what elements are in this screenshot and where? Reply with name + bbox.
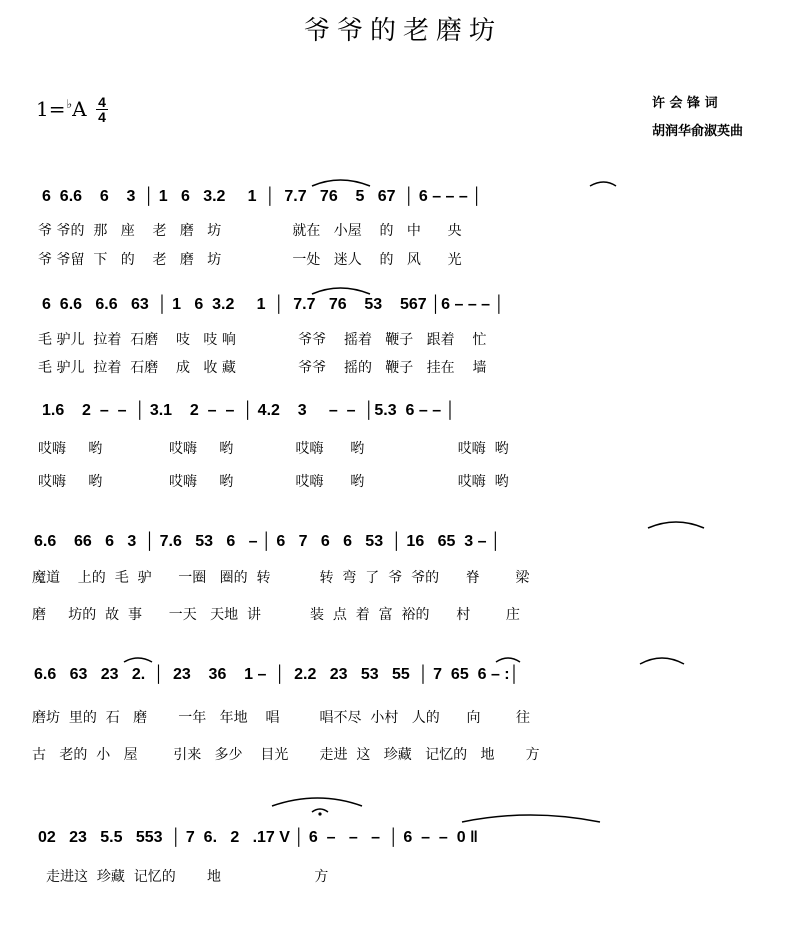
key-signature: 1=♭A bbox=[36, 97, 87, 121]
lyric-line-2b: 毛 驴儿 拉着 石磨 成 收 藏 爷爷 摇的 鞭子 挂在 墙 bbox=[38, 360, 487, 376]
lyric-line-6a: 走进这 珍藏 记忆的 地 方 bbox=[46, 869, 329, 885]
slur-7 bbox=[640, 658, 684, 664]
notation-line-3: 1.6 2 – – │ 3.1 2 – – │ 4.2 3 – – │5.3 6 – – │ bbox=[42, 402, 456, 419]
slur-4 bbox=[648, 522, 704, 528]
lyric-line-4b: 磨 坊的 故 事 一天 天地 讲 装 点 着 富 裕的 村 庄 bbox=[32, 607, 520, 623]
slur-9 bbox=[462, 815, 600, 822]
slur-5 bbox=[124, 658, 152, 662]
composer-credit: 胡润华俞淑英曲 bbox=[652, 124, 744, 139]
slur-6 bbox=[496, 658, 520, 662]
notation-line-4: 6.6 66 6 3 │ 7.6 53 6 – │ 6 7 6 6 53 │ 16 65 3 – │ bbox=[34, 533, 501, 550]
slur-3 bbox=[312, 288, 370, 294]
notation-line-2: 6 6.6 6.6 63 │ 1 6 3.2 1 │ 7.7 76 53 567 │6 – – – │ bbox=[42, 296, 505, 313]
notation-line-6: 02 23 5.5 553 │ 7 6. 2 .17 V │ 6 – – – │ 6 – – 0 ‖ bbox=[38, 829, 478, 846]
lyric-line-4a: 魔道 上的 毛 驴 一圈 圈的 转 转 弯 了 爷 爷的 脊 梁 bbox=[32, 570, 530, 586]
lyric-line-1a: 爷 爷的 那 座 老 磨 坊 就在 小屋 的 中 央 bbox=[38, 223, 462, 239]
song-title: 爷爷的老磨坊 bbox=[303, 16, 502, 46]
slur-8 bbox=[272, 798, 362, 806]
lyric-line-3b: 哎嗨 哟 哎嗨 哟 哎嗨 哟 哎嗨 哟 bbox=[38, 474, 509, 490]
lyric-line-1b: 爷 爷留 下 的 老 磨 坊 一处 迷人 的 风 光 bbox=[38, 252, 462, 268]
lyric-line-2a: 毛 驴儿 拉着 石磨 吱 吱 响 爷爷 摇着 鞭子 跟着 忙 bbox=[38, 332, 487, 348]
lyric-line-3a: 哎嗨 哟 哎嗨 哟 哎嗨 哟 哎嗨 哟 bbox=[38, 441, 509, 457]
notation-line-5: 6.6 63 23 2. │ 23 36 1 – │ 2.2 23 53 55 │ 7 65 6 – :│ bbox=[34, 666, 520, 683]
lyric-line-5b: 古 老的 小 屋 引来 多少 目光 走进 这 珍藏 记忆的 地 方 bbox=[32, 747, 540, 763]
fermata-dot bbox=[318, 812, 321, 815]
time-signature: 4 4 bbox=[96, 95, 108, 124]
lyricist-credit: 许 会 锋 词 bbox=[652, 96, 718, 111]
notation-line-1: 6 6.6 6 3 │ 1 6 3.2 1 │ 7.7 76 5 67 │ 6 – – – │ bbox=[42, 188, 483, 205]
slur-1 bbox=[312, 180, 370, 186]
slur-group bbox=[124, 180, 704, 822]
lyric-line-5a: 磨坊 里的 石 磨 一年 年地 唱 唱不尽 小村 人的 向 往 bbox=[32, 710, 531, 726]
fermata-arc bbox=[312, 809, 328, 812]
slur-2 bbox=[590, 182, 616, 186]
